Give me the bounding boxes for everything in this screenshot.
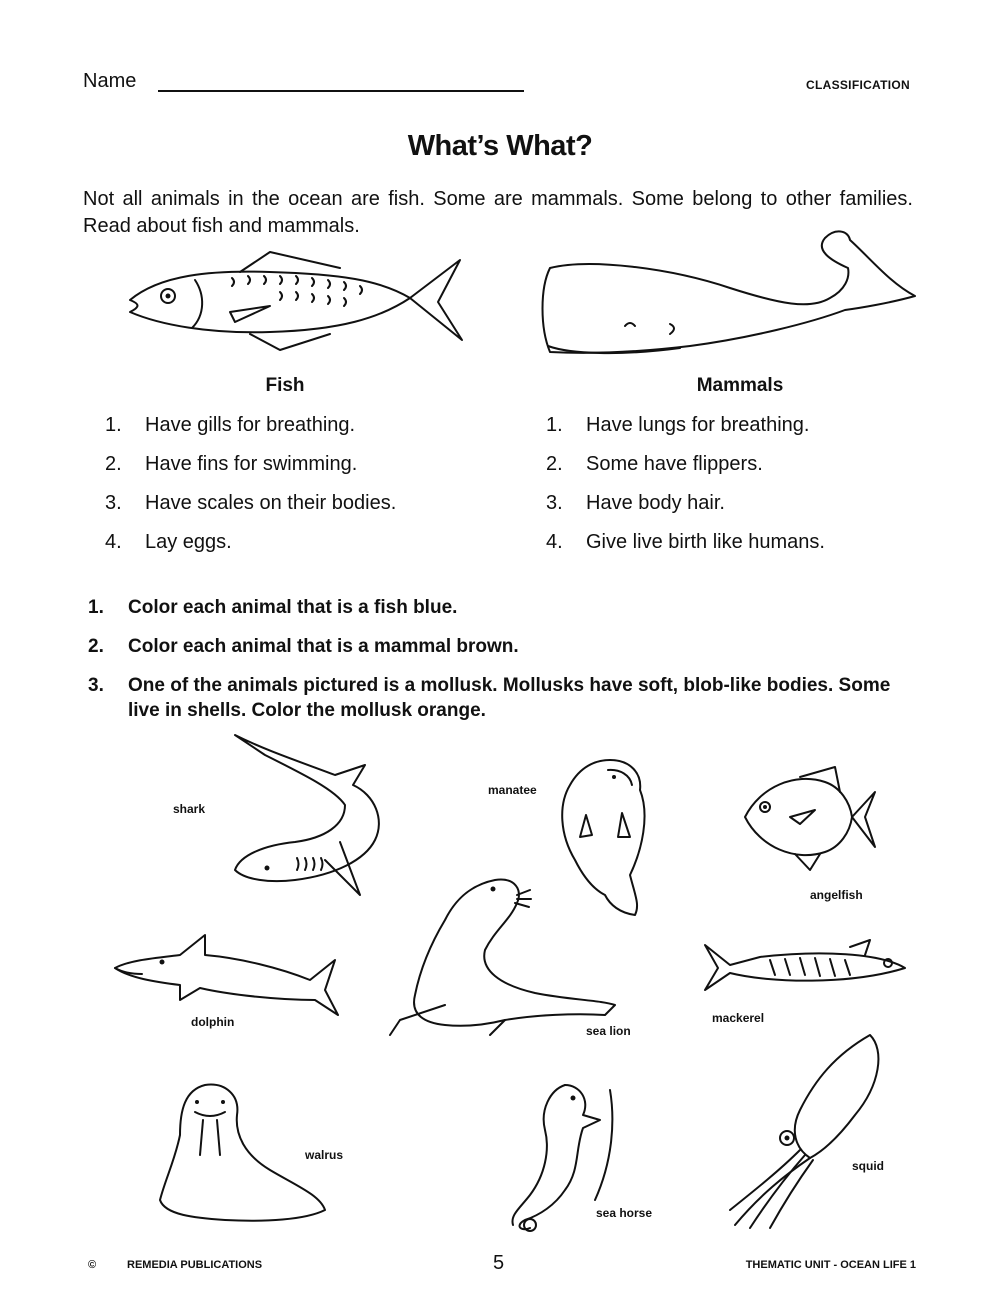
- sea-lion-label: sea lion: [586, 1024, 631, 1038]
- squid-illustration[interactable]: [725, 1030, 890, 1230]
- publisher-name: REMEDIA PUBLICATIONS: [127, 1259, 263, 1271]
- sea-lion-illustration[interactable]: [385, 875, 625, 1040]
- angelfish-illustration[interactable]: [740, 762, 880, 872]
- instruction-item: 1. Color each animal that is a fish blue.: [88, 597, 458, 618]
- walrus-label: walrus: [305, 1148, 344, 1162]
- squid-label: squid: [852, 1159, 884, 1173]
- fish-heading: Fish: [265, 375, 305, 396]
- intro-paragraph: Not all animals in the ocean are fish. Some are mammals. Some belong to other families. Read about fish and mammals.: [83, 188, 913, 237]
- fish-illustration: [120, 250, 470, 360]
- mammal-fact: 1. Have lungs for breathing.: [546, 414, 810, 436]
- mackerel-illustration[interactable]: [700, 935, 915, 1000]
- name-field-line[interactable]: [158, 90, 524, 92]
- mammals-heading: Mammals: [696, 375, 784, 396]
- mammal-fact: 2. Some have flippers.: [546, 453, 763, 475]
- mackerel-label: mackerel: [712, 1011, 765, 1025]
- whale-illustration: [530, 228, 920, 368]
- category-label: CLASSIFICATION: [806, 78, 910, 92]
- page-title: What’s What?: [407, 130, 593, 162]
- fish-fact: 4. Lay eggs.: [105, 531, 232, 553]
- instruction-item: 3. One of the animals pictured is a mollusk. Mollusks have soft, blob-like bodies. Some live in shells. Color the mollusk orange.: [88, 675, 891, 721]
- shark-label: shark: [173, 802, 206, 816]
- fish-fact: 2. Have fins for swimming.: [105, 453, 358, 475]
- shark-illustration[interactable]: [225, 730, 395, 900]
- unit-title: THEMATIC UNIT - OCEAN LIFE 1: [745, 1259, 916, 1271]
- fish-fact: 1. Have gills for breathing.: [105, 414, 356, 436]
- mammal-fact: 3. Have body hair.: [546, 492, 725, 514]
- angelfish-label: angelfish: [810, 888, 863, 902]
- sea-horse-label: sea horse: [596, 1206, 653, 1220]
- manatee-label: manatee: [488, 783, 537, 797]
- name-label: Name: [83, 70, 137, 92]
- instruction-item: 2. Color each animal that is a mammal brown.: [88, 636, 519, 657]
- dolphin-illustration[interactable]: [110, 920, 340, 1020]
- page-number: 5: [493, 1252, 505, 1274]
- walrus-illustration[interactable]: [155, 1080, 330, 1230]
- dolphin-label: dolphin: [191, 1015, 235, 1029]
- copyright-symbol: ©: [88, 1259, 97, 1271]
- fish-fact: 3. Have scales on their bodies.: [105, 492, 397, 514]
- mammal-fact: 4. Give live birth like humans.: [546, 531, 825, 553]
